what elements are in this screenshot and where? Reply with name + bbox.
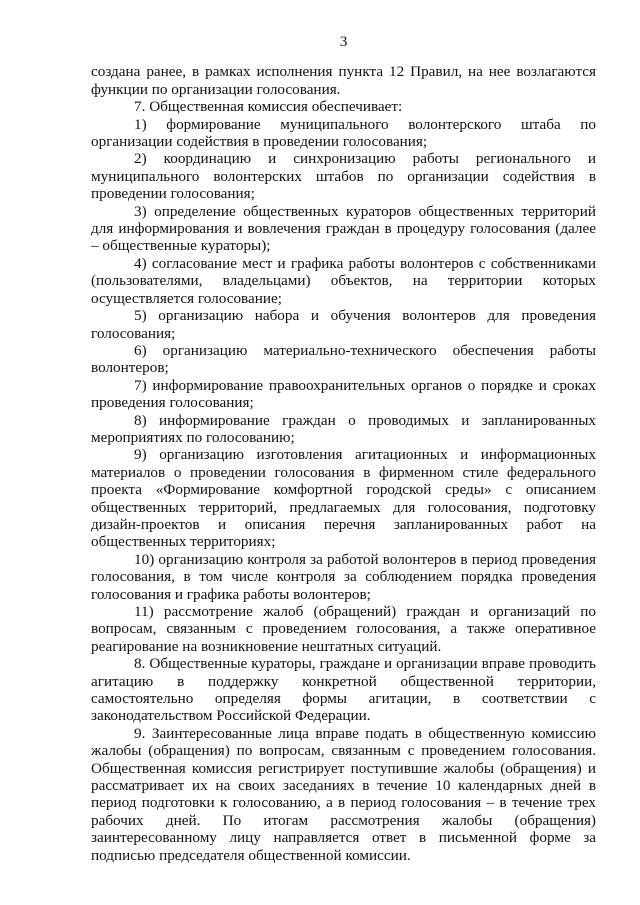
paragraph-continuation: создана ранее, в рамках исполнения пункта 12 Правил, на нее возлагаются функции по организации голосования. [91, 63, 596, 98]
paragraph-item-11: 11) рассмотрение жалоб (обращений) граждан и организаций по вопросам, связанным с проведением голосования, а также оперативное реагирование на возникновение нештатных ситуаций. [91, 603, 596, 655]
paragraph-item-2: 2) координацию и синхронизацию работы регионального и муниципального волонтерских штабов по организации содействия в проведении голосования; [91, 150, 596, 203]
paragraph-item-5: 5) организацию набора и обучения волонтеров для проведения голосования; [91, 307, 596, 342]
paragraph-item-7: 7) информирование правоохранительных органов о порядке и сроках проведения голосования; [91, 376, 596, 412]
paragraph-item-3: 3) определение общественных кураторов общественных территорий для информирования и вовлечения граждан в процедуру голосования (далее – общественные кураторы); [91, 202, 596, 255]
paragraph-item-10: 10) организацию контроля за работой волонтеров в период проведения голосования, в том числе контроля за соблюдением порядка проведения голосования и графика работы волонтеров; [91, 550, 596, 603]
paragraph-clause-7-heading: 7. Общественная комиссия обеспечивает: [134, 98, 403, 116]
page-number: 3 [339, 33, 348, 50]
paragraph-clause-9: 9. Заинтересованные лица вправе подать в общественную комиссию жалобы (обращения) по вопросам, связанным с проведением голосования. Общественная комиссия регистрирует поступившие жалобы (обращения) и рассматривает их на своих заседаниях в течение 10 календарных дней в период подготовки к голосованию, а в период голосования – в течение трех рабочих дней. По итогам рассмотрения жалобы (обращения) заинтересованному лицу направляется ответ в письменной форме за подписью председателя общественной комиссии. [91, 724, 596, 864]
paragraph-clause-8: 8. Общественные кураторы, граждане и организации вправе проводить агитацию в поддержку конкретной общественной территории, самостоятельно определяя формы агитации, в соответствии с законодательством Российской Федерации. [91, 655, 596, 725]
paragraph-item-4: 4) согласование мест и графика работы волонтеров с собственниками (пользователями, владельцами) объектов, на территории которых осуществляется голосование; [91, 254, 596, 307]
document-page [91, 33, 596, 864]
paragraph-item-9: 9) организацию изготовления агитационных и информационных материалов о проведении голосования в фирменном стиле федерального проекта «Формирование комфортной городской среды» с описанием общественных территорий, предлагаемых для голосования, подготовку дизайн-проектов и описания перечня запланированных работ на общественных территориях; [91, 446, 596, 551]
paragraph-item-6: 6) организацию материально-технического обеспечения работы волонтеров; [91, 341, 596, 377]
paragraph-item-1: 1) формирование муниципального волонтерского штаба по организации содействия в проведении голосования; [91, 115, 596, 151]
paragraph-item-8: 8) информирование граждан о проводимых и запланированных мероприятиях по голосованию; [91, 411, 596, 446]
